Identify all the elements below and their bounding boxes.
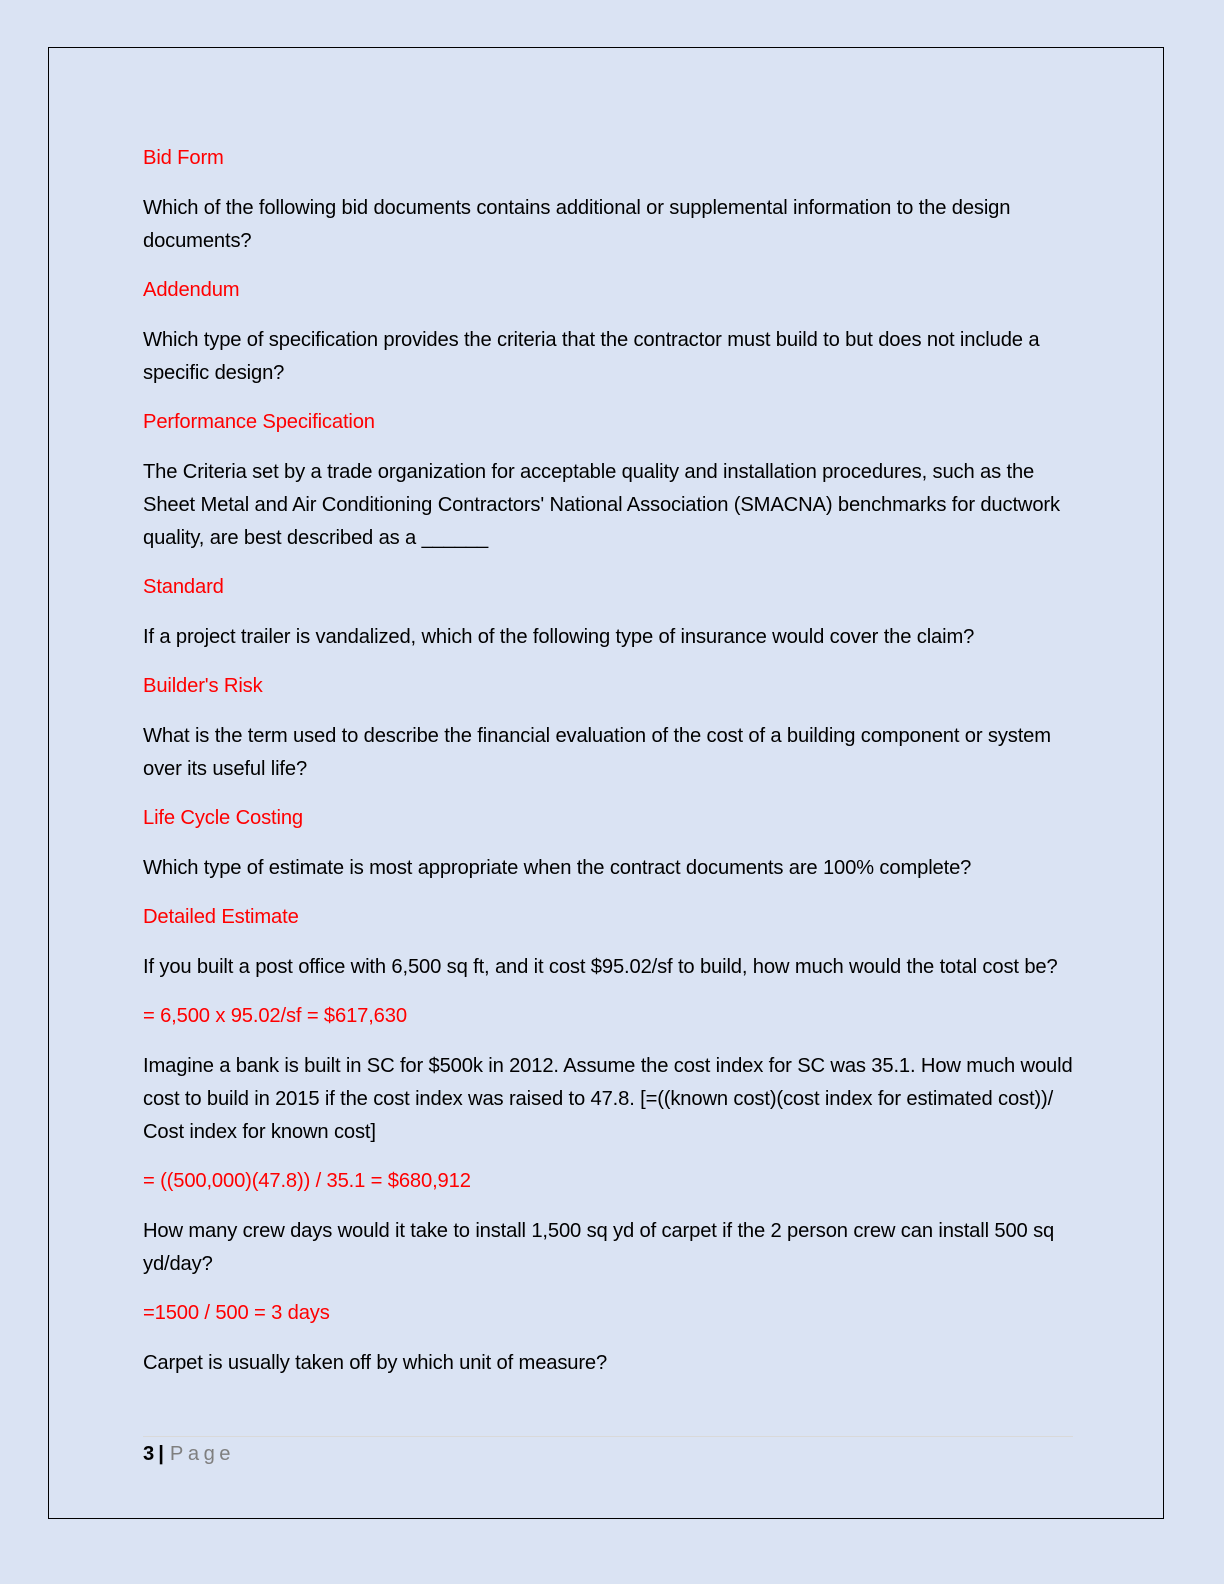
answer-text: = 6,500 x 95.02/sf = $617,630 — [143, 1005, 407, 1027]
footer-divider — [143, 1436, 1073, 1437]
page-label: Page — [169, 1443, 236, 1465]
answer-text: =1500 / 500 = 3 days — [143, 1302, 330, 1324]
question-text: Which type of estimate is most appropriate when the contract documents are 100% complete? — [143, 856, 972, 879]
document-body — [143, 142, 1078, 1396]
question-text: Which of the following bid documents contains additional or supplemental information to the design documents? — [143, 196, 1011, 252]
footer-separator: | — [158, 1443, 164, 1465]
answer-text: = ((500,000)(47.8)) / 35.1 = $680,912 — [143, 1170, 471, 1192]
question-text: Imagine a bank is built in SC for $500k in 2012. Assume the cost index for SC was 35.1. How much would cost to build in 2015 if the cost index was raised to 47.8. [=((known cost)(cost index for estimated cost))/ Cost index for known cost] — [143, 1054, 1073, 1143]
question-text: Which type of specification provides the criteria that the contractor must build to but does not include a specific design? — [143, 328, 1040, 384]
page-footer — [143, 1440, 235, 1468]
answer-text: Life Cycle Costing — [143, 807, 303, 829]
answer-text: Detailed Estimate — [143, 906, 299, 928]
answer-text: Addendum — [143, 279, 240, 301]
question-text: Carpet is usually taken off by which unit of measure? — [143, 1351, 608, 1374]
answer-text: Builder's Risk — [143, 675, 263, 697]
question-text: The Criteria set by a trade organization for acceptable quality and installation procedures, such as the Sheet Metal and Air Conditioning Contractors' National Association (SMACNA) benchmarks for ductwork quality, are best described as a ______ — [143, 460, 1060, 549]
question-text: What is the term used to describe the financial evaluation of the cost of a building component or system over its useful life? — [143, 724, 1051, 780]
question-text: If a project trailer is vandalized, which of the following type of insurance would cover the claim? — [143, 625, 975, 648]
answer-text: Standard — [143, 576, 224, 598]
page-number: 3 — [143, 1443, 155, 1465]
question-text: If you built a post office with 6,500 sq ft, and it cost $95.02/sf to build, how much would the total cost be? — [143, 955, 1058, 978]
question-text: How many crew days would it take to install 1,500 sq yd of carpet if the 2 person crew can install 500 sq yd/day? — [143, 1219, 1055, 1275]
answer-text: Bid Form — [143, 147, 224, 169]
answer-text: Performance Specification — [143, 411, 375, 433]
